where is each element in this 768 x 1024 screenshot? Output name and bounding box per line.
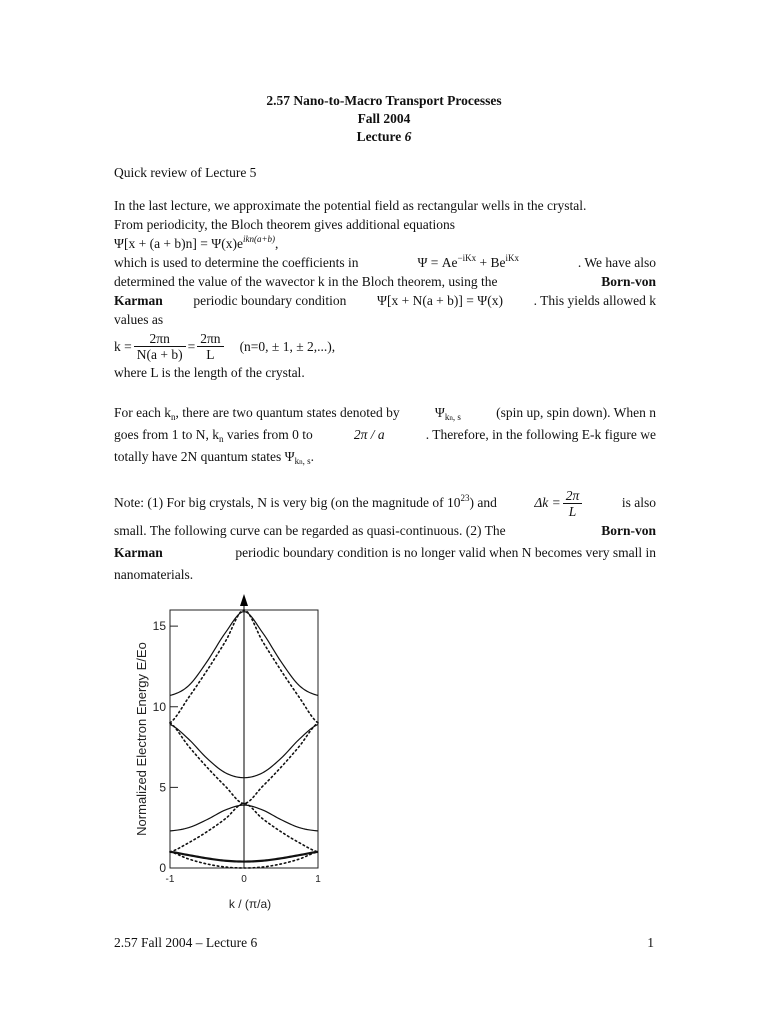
note-line-4: nanomaterials. xyxy=(114,567,194,582)
p2-line-3: totally have 2N quantum states $\Psi_{kn, s}$. xyxy=(114,449,314,466)
course-title: 2.57 Nano-to-Macro Transport Processes xyxy=(266,93,502,108)
p1-line-4: determined the value of the wavector k in the Bloch theorem, using the Born-von xyxy=(114,274,656,289)
lecture-label: Lecture 6 xyxy=(356,129,412,144)
p1-line-2: From periodicity, the Bloch theorem gives additional equations xyxy=(114,217,456,232)
y-tick-label: 0 xyxy=(159,861,166,875)
note-line-2: small. The following curve can be regarded as quasi-continuous. (2) The Born-von xyxy=(114,523,656,538)
x-tick-label: 0 xyxy=(241,874,247,885)
band-structure-chart xyxy=(120,592,340,914)
x-axis-label: k / (π/a) xyxy=(228,897,272,911)
note-line-3: Karman periodic boundary condition is no longer valid when N becomes very small in xyxy=(114,545,656,560)
title-block xyxy=(0,92,768,146)
y-tick-label: 5 xyxy=(159,780,166,795)
x-tick-label: -1 xyxy=(165,874,175,885)
y-tick-label: 15 xyxy=(152,619,166,634)
y-tick-label: 10 xyxy=(152,699,166,714)
paragraph-1 xyxy=(114,196,656,382)
fraction-2: $\frac{2\pi n}{L}$ xyxy=(197,331,223,362)
p1-line-7: where L is the length of the crystal. xyxy=(114,365,305,380)
p1-line-6: values as xyxy=(114,312,164,327)
footer-course: 2.57 Fall 2004 – Lecture 6 xyxy=(114,935,258,950)
p2-line-2: goes from 1 to N, $k_n$ varies from 0 to 2π / a . Therefore, in the following E-k figure we xyxy=(114,427,656,444)
k-equation: k = $\frac{2\pi n}{N(a + b)}$ = $\frac{2\pi n}{L}$ (n=0, ± 1, ± 2,...), xyxy=(114,330,336,362)
fraction-1: $\frac{2\pi n}{N(a + b)}$ xyxy=(134,331,186,362)
p1-line-3: which is used to determine the coefficients in $\Psi = Ae^{-iKx} + Be^{iKx}$ . We have also xyxy=(114,253,656,270)
review-heading: Quick review of Lecture 5 xyxy=(114,165,257,180)
bloch-equation: $\Psi[x + (a + b)n] = \Psi(x)e^{ikn(a+b)}$, xyxy=(114,234,279,251)
p1-line-1: In the last lecture, we approximate the potential field as rectangular wells in the crystal. xyxy=(114,198,587,213)
page-number: 1 xyxy=(647,935,654,950)
y-axis-label: Normalized Electron Energy E/Eo xyxy=(134,642,149,836)
x-tick-label: 1 xyxy=(315,874,321,885)
note-paragraph xyxy=(114,486,656,586)
note-line-1: Note: (1) For big crystals, N is very big (on the magnitude of $10^{23}$) and Δk = $\frac{2\pi}{L}$ is also xyxy=(114,487,656,519)
p1-line-5: Karman periodic boundary condition Ψ[x + N(a + b)] = Ψ(x) . This yields allowed k xyxy=(114,293,656,308)
p2-line-1: For each $k_n$, there are two quantum states denoted by $\Psi_{kn, s}$ (spin up, spin down). When n xyxy=(114,405,656,422)
axis-arrow-icon xyxy=(240,594,248,606)
paragraph-2 xyxy=(114,402,656,468)
term-label: Fall 2004 xyxy=(357,111,411,126)
